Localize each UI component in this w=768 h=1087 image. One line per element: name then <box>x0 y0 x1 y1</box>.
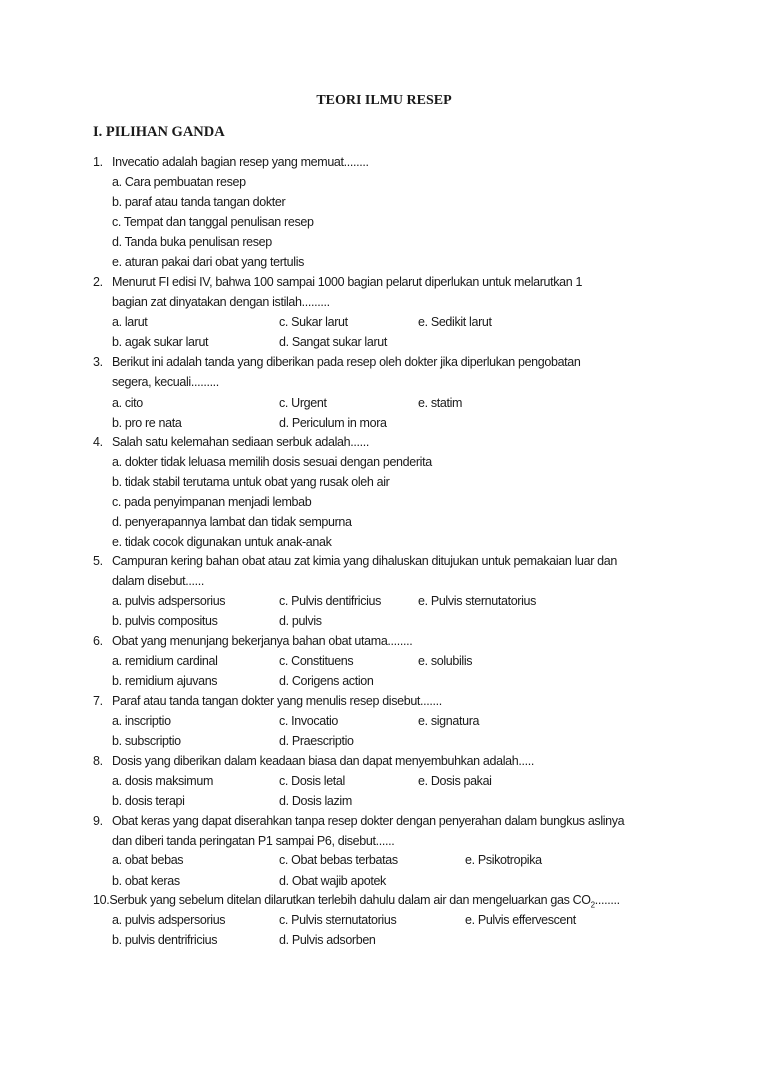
option-4b: b. tidak stabil terutama untuk obat yang rusak oleh air <box>112 475 390 489</box>
option-10b: b. pulvis dentrifricius <box>112 933 218 947</box>
option-9e: e. Psikotropika <box>465 853 542 867</box>
option-1a: a. Cara pembuatan resep <box>112 175 246 189</box>
option-2e: e. Sedikit larut <box>418 315 492 329</box>
question-text: Serbuk yang sebelum ditelan dilarutkan terlebih dahulu dalam air dan mengeluarkan gas CO <box>109 893 591 907</box>
document-title: TEORI ILMU RESEP <box>316 93 452 108</box>
question-number: 4. <box>93 435 103 449</box>
question-number: 2. <box>93 275 103 289</box>
option-1b: b. paraf atau tanda tangan dokter <box>112 195 286 209</box>
option-4a: a. dokter tidak leluasa memilih dosis sesuai dengan penderita <box>112 455 432 469</box>
question-number: 6. <box>93 634 103 648</box>
question-text: Dosis yang diberikan dalam keadaan biasa dan dapat menyembuhkan adalah..... <box>112 754 534 768</box>
question-number: 5. <box>93 554 103 568</box>
question-number: 10. <box>93 893 110 907</box>
option-1d: d. Tanda buka penulisan resep <box>112 235 272 249</box>
option-9a: a. obat bebas <box>112 853 184 867</box>
option-10c: c. Pulvis sternutatorius <box>279 913 397 927</box>
option-2b: b. agak sukar larut <box>112 335 209 349</box>
option-5c: c. Pulvis dentifricius <box>279 594 382 608</box>
option-5a: a. pulvis adspersorius <box>112 594 226 608</box>
question-text: Obat keras yang dapat diserahkan tanpa resep dokter dengan penyerahan dalam bungkus aslinya <box>112 814 625 828</box>
question-3-continued: segera, kecuali......... <box>112 375 219 389</box>
option-9c: c. Obat bebas terbatas <box>279 853 398 867</box>
question-10 <box>93 893 620 910</box>
question-text: Menurut FI edisi IV, bahwa 100 sampai 1000 bagian pelarut diperlukan untuk melarutkan 1 <box>112 275 583 289</box>
option-3b: b. pro re nata <box>112 416 182 430</box>
option-5b: b. pulvis compositus <box>112 614 218 628</box>
question-number: 9. <box>93 814 103 828</box>
option-5e: e. Pulvis sternutatorius <box>418 594 537 608</box>
question-3 <box>93 355 581 369</box>
question-4 <box>93 435 369 449</box>
option-1c: c. Tempat dan tanggal penulisan resep <box>112 215 314 229</box>
question-number: 3. <box>93 355 103 369</box>
question-number: 1. <box>93 155 103 169</box>
option-10e: e. Pulvis effervescent <box>465 913 576 927</box>
question-2 <box>93 275 582 289</box>
subscript-2: 2 <box>590 900 595 910</box>
option-8b: b. dosis terapi <box>112 794 185 808</box>
question-7 <box>93 694 442 708</box>
question-9 <box>93 814 624 828</box>
question-text: Obat yang menunjang bekerjanya bahan obat utama........ <box>112 634 413 648</box>
option-3a: a. cito <box>112 396 143 410</box>
option-8e: e. Dosis pakai <box>418 774 492 788</box>
option-2c: c. Sukar larut <box>279 315 348 329</box>
option-2a: a. larut <box>112 315 148 329</box>
option-6e: e. solubilis <box>418 654 473 668</box>
option-3e: e. statim <box>418 396 463 410</box>
option-7b: b. subscriptio <box>112 734 181 748</box>
option-7d: d. Praescriptio <box>279 734 354 748</box>
question-text: Salah satu kelemahan sediaan serbuk adalah...... <box>112 435 369 449</box>
question-5-continued: dalam disebut...... <box>112 574 205 588</box>
option-8d: d. Dosis lazim <box>279 794 352 808</box>
question-5 <box>93 554 617 568</box>
question-text: Berikut ini adalah tanda yang diberikan pada resep oleh dokter jika diperlukan pengobatan <box>112 355 581 369</box>
question-text: Paraf atau tanda tangan dokter yang menulis resep disebut....... <box>112 694 442 708</box>
option-1e: e. aturan pakai dari obat yang tertulis <box>112 255 305 269</box>
option-4e: e. tidak cocok digunakan untuk anak-anak <box>112 535 332 549</box>
question-tail: ........ <box>594 893 620 907</box>
option-8c: c. Dosis letal <box>279 774 345 788</box>
option-7a: a. inscriptio <box>112 714 171 728</box>
question-text: Campuran kering bahan obat atau zat kimia yang dihaluskan ditujukan untuk pemakaian luar dan <box>112 554 617 568</box>
option-4d: d. penyerapannya lambat dan tidak sempurna <box>112 515 352 529</box>
question-number: 8. <box>93 754 103 768</box>
option-5d: d. pulvis <box>279 614 322 628</box>
question-1 <box>93 155 369 169</box>
option-6c: c. Constituens <box>279 654 354 668</box>
question-number: 7. <box>93 694 103 708</box>
question-2-continued: bagian zat dinyatakan dengan istilah......... <box>112 295 330 309</box>
option-3c: c. Urgent <box>279 396 327 410</box>
option-3d: d. Periculum in mora <box>279 416 387 430</box>
option-4c: c. pada penyimpanan menjadi lembab <box>112 495 312 509</box>
option-9b: b. obat keras <box>112 874 180 888</box>
option-8a: a. dosis maksimum <box>112 774 214 788</box>
question-8 <box>93 754 534 768</box>
section-heading: I. PILIHAN GANDA <box>93 124 225 140</box>
option-2d: d. Sangat sukar larut <box>279 335 387 349</box>
option-10d: d. Pulvis adsorben <box>279 933 376 947</box>
question-9-continued: dan diberi tanda peringatan P1 sampai P6, disebut...... <box>112 834 395 848</box>
option-9d: d. Obat wajib apotek <box>279 874 386 888</box>
option-10a: a. pulvis adspersorius <box>112 913 226 927</box>
option-6a: a. remidium cardinal <box>112 654 218 668</box>
question-text: Invecatio adalah bagian resep yang memuat........ <box>112 155 369 169</box>
question-6 <box>93 634 412 648</box>
option-7c: c. Invocatio <box>279 714 339 728</box>
option-7e: e. signatura <box>418 714 480 728</box>
option-6b: b. remidium ajuvans <box>112 674 218 688</box>
option-6d: d. Corigens action <box>279 674 374 688</box>
